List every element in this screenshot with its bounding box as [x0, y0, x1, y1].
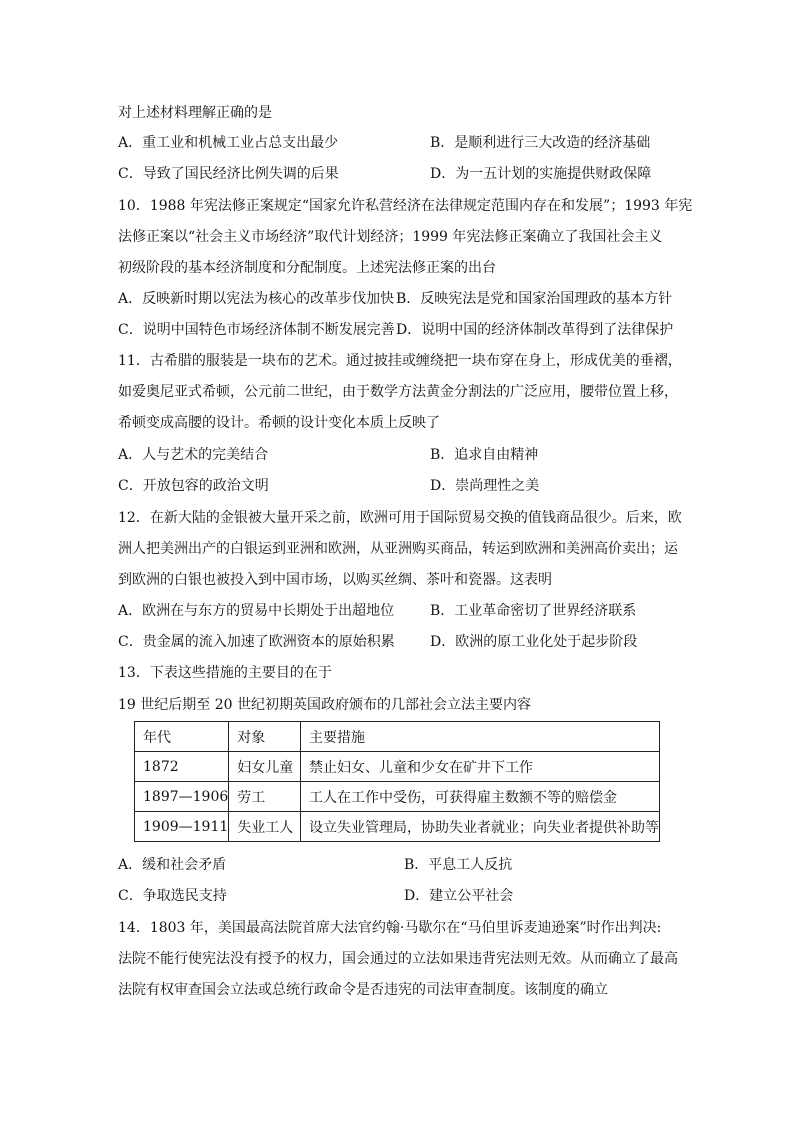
option-a: A．缓和社会矛盾 — [118, 857, 227, 873]
question-10-line: 10．1988 年宪法修正案规定“国家允许私营经济在法律规定范围内存在和发展”；1993 年宪 — [118, 198, 693, 214]
option-a: A．欧洲在与东方的贸易中长期处于出超地位 — [118, 603, 395, 619]
question-13-stem: 13．下表这些措施的主要目的在于 — [118, 665, 332, 681]
option-b: B．追求自由精神 — [430, 447, 539, 463]
option-d: D．崇尚理性之美 — [430, 478, 540, 494]
table-header: 主要措施 — [301, 722, 660, 752]
option-c: C．贵金属的流入加速了欧洲资本的原始积累 — [118, 634, 395, 650]
table-cell: 妇女儿童 — [229, 752, 301, 782]
table-cell: 工人在工作中受伤，可获得雇主数额不等的赔偿金 — [301, 782, 660, 812]
question-12-line: 12．在新大陆的金银被大量开采之前，欧洲可用于国际贸易交换的值钱商品很少。后来，欧 — [118, 510, 682, 526]
question-11-line: 11．古希腊的服装是一块布的艺术。通过披挂或缠绕把一块布穿在身上，形成优美的垂褶， — [118, 353, 682, 369]
option-a: A．人与艺术的完美结合 — [118, 447, 269, 463]
table-row — [135, 812, 660, 842]
table-cell: 失业工人 — [229, 812, 301, 842]
option-c: C．开放包容的政治文明 — [118, 478, 269, 494]
table-cell: 1897—1906 — [135, 782, 229, 812]
table-header-row — [135, 722, 660, 752]
question-11-line: 如爱奥尼亚式希顿，公元前二世纪，由于数学方法黄金分割法的广泛应用，腰带位置上移， — [118, 384, 678, 400]
option-c: C．说明中国特色市场经济体制不断发展完善 — [118, 322, 395, 338]
table-cell: 禁止妇女、儿童和少女在矿井下工作 — [301, 752, 660, 782]
option-d: D．为一五计划的实施提供财政保障 — [430, 166, 652, 182]
table-header: 年代 — [135, 722, 229, 752]
option-d: D．欧洲的原工业化处于起步阶段 — [430, 634, 638, 650]
table-row — [135, 752, 660, 782]
option-d: D．说明中国的经济体制改革得到了法律保护 — [396, 322, 674, 338]
question-12-line: 洲人把美洲出产的白银运到亚洲和欧洲，从亚洲购买商品，转运到欧洲和美洲高价卖出；运 — [118, 541, 678, 557]
question-10-line: 初级阶段的基本经济制度和分配制度。上述宪法修正案的出台 — [118, 260, 496, 276]
option-b: B．平息工人反抗 — [404, 857, 513, 873]
question-14-line: 法院不能行使宪法没有授予的权力，国会通过的立法如果违背宪法则无效。从而确立了最高 — [118, 951, 678, 967]
question-10-line: 法修正案以“社会主义市场经济”取代计划经济；1999 年宪法修正案确立了我国社会主义 — [118, 229, 663, 245]
table-row — [135, 782, 660, 812]
question-14-line: 法院有权审查国会立法或总统行政命令是否违宪的司法审查制度。该制度的确立 — [118, 982, 608, 998]
question-11-line: 希顿变成高腰的设计。希顿的设计变化本质上反映了 — [118, 415, 440, 431]
question-14-line: 14．1803 年，美国最高法院首席大法官约翰·马歇尔在“马伯里诉麦迪逊案”时作出判决: — [118, 920, 662, 936]
table-title: 19 世纪后期至 20 世纪初期英国政府颁布的几部社会立法主要内容 — [118, 697, 531, 713]
legislation-table — [134, 721, 660, 842]
table-cell: 劳工 — [229, 782, 301, 812]
question-stem: 对上述材料理解正确的是 — [118, 105, 272, 121]
table-cell: 设立失业管理局，协助失业者就业；向失业者提供补助等 — [301, 812, 660, 842]
option-d: D．建立公平社会 — [404, 888, 514, 904]
option-c: C．导致了国民经济比例失调的后果 — [118, 166, 339, 182]
table-cell: 1909—1911 — [135, 812, 229, 842]
option-c: C．争取选民支持 — [118, 888, 227, 904]
table-header: 对象 — [229, 722, 301, 752]
table-cell: 1872 — [135, 752, 229, 782]
option-b: B．工业革命密切了世界经济联系 — [430, 603, 637, 619]
question-12-line: 到欧洲的白银也被投入到中国市场，以购买丝绸、茶叶和瓷器。这表明 — [118, 572, 552, 588]
option-b: B．是顺利进行三大改造的经济基础 — [430, 135, 651, 151]
option-a: A．反映新时期以宪法为核心的改革步伐加快 — [118, 291, 395, 307]
option-a: A．重工业和机械工业占总支出最少 — [118, 135, 339, 151]
option-b: B．反映宪法是党和国家治国理政的基本方针 — [396, 291, 673, 307]
